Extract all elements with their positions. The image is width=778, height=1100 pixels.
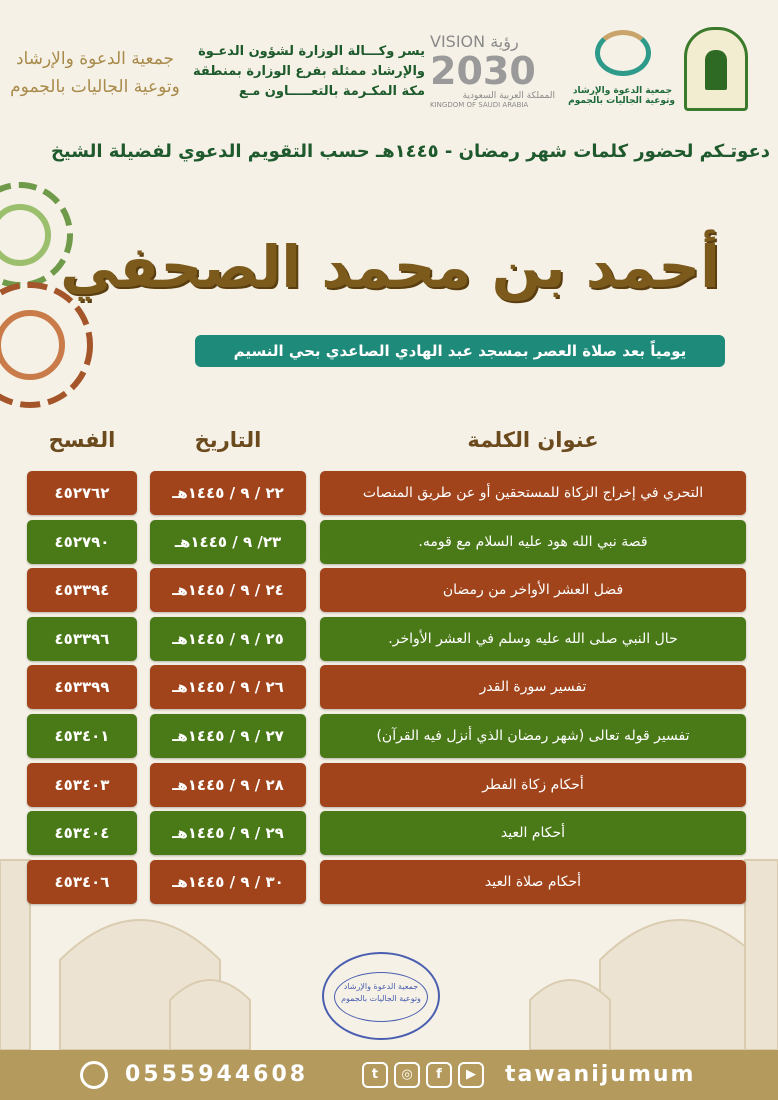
schedule-subtitle: يومياً بعد صلاة العصر بمسجد عبد الهادي الصاعدي بحي النسيم: [195, 335, 725, 367]
row-date-cell: ٣٠ / ٩ / ١٤٤٥هـ: [150, 860, 306, 904]
row-title-cell: قصة نبي الله هود عليه السلام مع قومه.: [320, 520, 746, 564]
row-code-cell: ٤٥٣٤٠٣: [27, 763, 137, 807]
association-logo: جمعية الدعوة والإرشاد وتوعية الجاليات بالجموم: [570, 30, 675, 106]
row-title-cell: التحري في إخراج الزكاة للمستحقين أو عن طريق المنصات: [320, 471, 746, 515]
row-code-cell: ٤٥٣٣٩٦: [27, 617, 137, 661]
sponsor-text: يسر وكـــالة الوزارة لشؤون الدعـوة والإرشاد ممثلة بفرع الوزارة بمنطقة مكة المكـرمة بالتعـــــاون مـع: [192, 44, 425, 99]
official-stamp: جمعية الدعوة والإرشاد وتوعية الجاليات بالجموم: [322, 952, 440, 1040]
whatsapp-icon: [80, 1061, 108, 1089]
youtube-icon[interactable]: ▶: [458, 1062, 484, 1088]
row-title-cell: تفسير سورة القدر: [320, 665, 746, 709]
row-title-cell: أحكام زكاة الفطر: [320, 763, 746, 807]
sheikh-name: أحمد بن محمد الصحفي: [60, 233, 720, 301]
row-code-cell: ٤٥٢٧٦٢: [27, 471, 137, 515]
facebook-icon[interactable]: f: [426, 1062, 452, 1088]
row-date-cell: ٢٨ / ٩ / ١٤٤٥هـ: [150, 763, 306, 807]
row-date-cell: ٢٤ / ٩ / ١٤٤٥هـ: [150, 568, 306, 612]
row-code-cell: ٤٥٣٣٩٤: [27, 568, 137, 612]
row-title-cell: حال النبي صلى الله عليه وسلم في العشر الأواخر.: [320, 617, 746, 661]
row-code-cell: ٤٥٢٧٩٠: [27, 520, 137, 564]
social-handle[interactable]: tawanijumum: [505, 1062, 696, 1087]
row-title-cell: أحكام صلاة العيد: [320, 860, 746, 904]
row-title-cell: أحكام العيد: [320, 811, 746, 855]
column-header-title: عنوان الكلمة: [467, 428, 599, 452]
row-title-cell: تفسير قوله تعالى (شهر رمضان الذي أنزل فيه القرآن): [320, 714, 746, 758]
association-calligraphy: جمعية الدعوة والإرشاد وتوعية الجاليات بالجموم: [10, 49, 180, 97]
row-date-cell: ٢٧ / ٩ / ١٤٤٥هـ: [150, 714, 306, 758]
invitation-line: دعوتـكم لحضور كلمات شهر رمضان - ١٤٤٥هـ حسب التقويم الدعوي لفضيلة الشيخ: [50, 141, 770, 162]
row-code-cell: ٤٥٣٤٠١: [27, 714, 137, 758]
row-date-cell: ٢٣/ ٩ / ١٤٤٥هـ: [150, 520, 306, 564]
row-date-cell: ٢٩ / ٩ / ١٤٤٥هـ: [150, 811, 306, 855]
column-header-code: الفسح: [48, 428, 116, 452]
phone-number[interactable]: 0555944608: [125, 1062, 309, 1087]
row-date-cell: ٢٦ / ٩ / ١٤٤٥هـ: [150, 665, 306, 709]
row-title-cell: فضل العشر الأواخر من رمضان: [320, 568, 746, 612]
instagram-icon[interactable]: ◎: [394, 1062, 420, 1088]
ministry-logo: [684, 27, 748, 111]
footer-bar: [0, 1050, 778, 1100]
column-header-date: التاريخ: [194, 428, 262, 452]
row-date-cell: ٢٢ / ٩ / ١٤٤٥هـ: [150, 471, 306, 515]
row-code-cell: ٤٥٣٣٩٩: [27, 665, 137, 709]
vision-2030-logo: VISION رؤية 2030 المملكة العربية السعودية KINGDOM OF SAUDI ARABIA: [430, 32, 555, 109]
twitter-icon[interactable]: t: [362, 1062, 388, 1088]
row-code-cell: ٤٥٣٤٠٦: [27, 860, 137, 904]
row-date-cell: ٢٥ / ٩ / ١٤٤٥هـ: [150, 617, 306, 661]
row-code-cell: ٤٥٣٤٠٤: [27, 811, 137, 855]
